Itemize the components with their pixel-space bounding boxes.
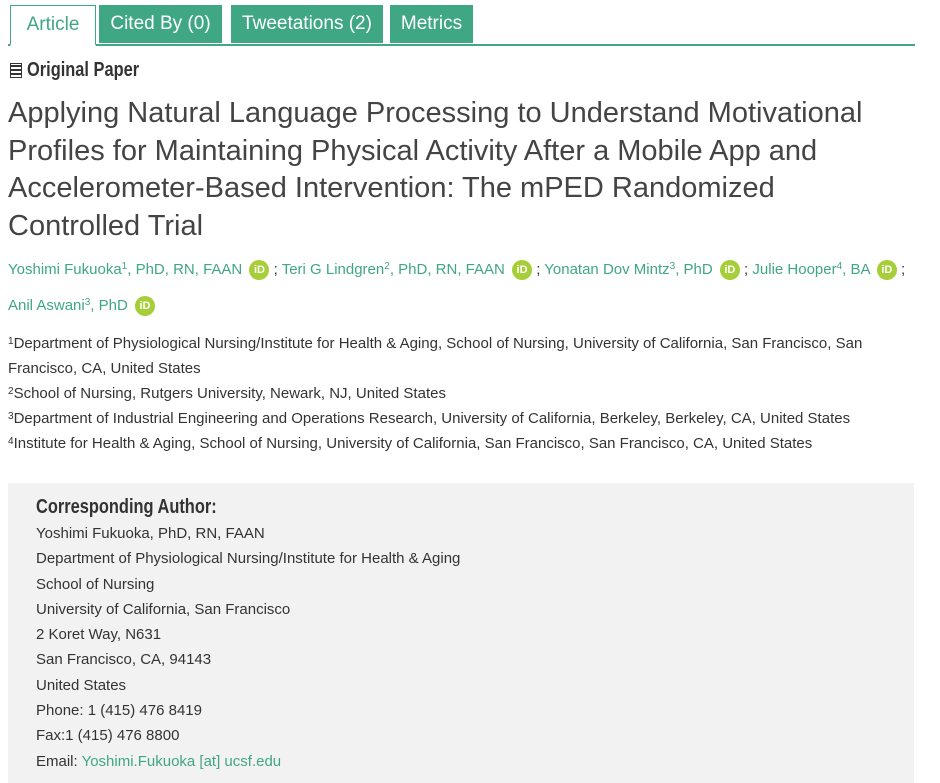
corr-line: University of California, San Francisco <box>36 600 291 618</box>
corr-line: Phone: 1 (415) 476 8419 <box>36 702 202 720</box>
author-link[interactable]: Yonatan Dov Mintz$^3$, PhD <box>544 261 713 278</box>
affiliations <box>8 331 908 456</box>
affiliation: Francisco, CA, United States <box>8 360 201 377</box>
corresponding-author-panel <box>8 483 914 783</box>
tab-metrics[interactable]: Metrics <box>390 5 473 43</box>
corr-line: San Francisco, CA, 94143 <box>36 651 212 669</box>
orcid-icon[interactable]: iD <box>249 260 269 280</box>
affiliation: $^3$Department of Industrial Engineering and Operations Research, University of California, Berkeley, Berkeley, CA, United States <box>8 410 851 427</box>
author-link[interactable]: Julie Hooper$^4$, BA <box>752 261 870 278</box>
email-label: Email: <box>36 752 82 770</box>
article-title: Applying Natural Language Processing to Understand Motivational Profiles for Maintaining Physical Activity After a Mobile App and Accelerometer-Based Intervention: The mPED Randomized Controlled Trial <box>8 97 863 242</box>
author-link[interactable]: Anil Aswani$^3$, PhD <box>8 297 128 314</box>
orcid-icon[interactable]: iD <box>512 260 532 280</box>
orcid-icon[interactable]: iD <box>877 260 897 280</box>
author-link[interactable]: Teri G Lindgren$^2$, PhD, RN, FAAN <box>281 261 505 278</box>
article-tabs <box>8 4 915 46</box>
corresponding-author-heading: Corresponding Author: <box>36 496 217 518</box>
tab-cited-by[interactable]: Cited By (0) <box>99 5 222 43</box>
affiliation: $^1$Department of Physiological Nursing/Institute for Health & Aging, School of Nursing, University of California, San Francisco, San <box>8 335 863 352</box>
corr-line: School of Nursing <box>36 575 155 593</box>
corr-line: Fax:1 (415) 476 8800 <box>36 727 180 745</box>
document-icon <box>10 63 22 78</box>
affiliation: $^2$School of Nursing, Rutgers University, Newark, NJ, United States <box>8 385 446 402</box>
corr-line: Yoshimi Fukuoka, PhD, RN, FAAN <box>36 525 265 542</box>
orcid-icon[interactable]: iD <box>135 296 155 316</box>
tab-tweetations[interactable]: Tweetations (2) <box>231 5 383 43</box>
paper-type <box>10 57 164 83</box>
author-link[interactable]: Yoshimi Fukuoka$^1$, PhD, RN, FAAN <box>8 261 243 278</box>
orcid-icon[interactable]: iD <box>720 260 740 280</box>
corr-line: United States <box>36 676 127 694</box>
corr-line: Department of Physiological Nursing/Institute for Health & Aging <box>36 550 461 568</box>
email-link[interactable]: Yoshimi.Fukuoka [at] ucsf.edu <box>81 752 282 770</box>
affiliation: $^4$Institute for Health & Aging, School of Nursing, University of California, San Francisco, San Francisco, CA, United States <box>8 435 813 452</box>
corresponding-author-details <box>36 521 460 774</box>
paper-type-label: Original Paper <box>27 58 140 81</box>
author-list: Yoshimi Fukuoka$^1$, PhD, RN, FAAN iD ; Teri G Lindgren$^2$, PhD, RN, FAAN iD ; Yonatan Dov Mintz$^3$, PhD iD ; Julie Hooper$^4$, BA iD ; Anil Aswani$^3$, PhD iD <box>8 252 918 324</box>
tab-article[interactable]: Article <box>10 5 96 46</box>
email-line <box>36 749 460 774</box>
corr-line: 2 Koret Way, N631 <box>36 626 162 644</box>
